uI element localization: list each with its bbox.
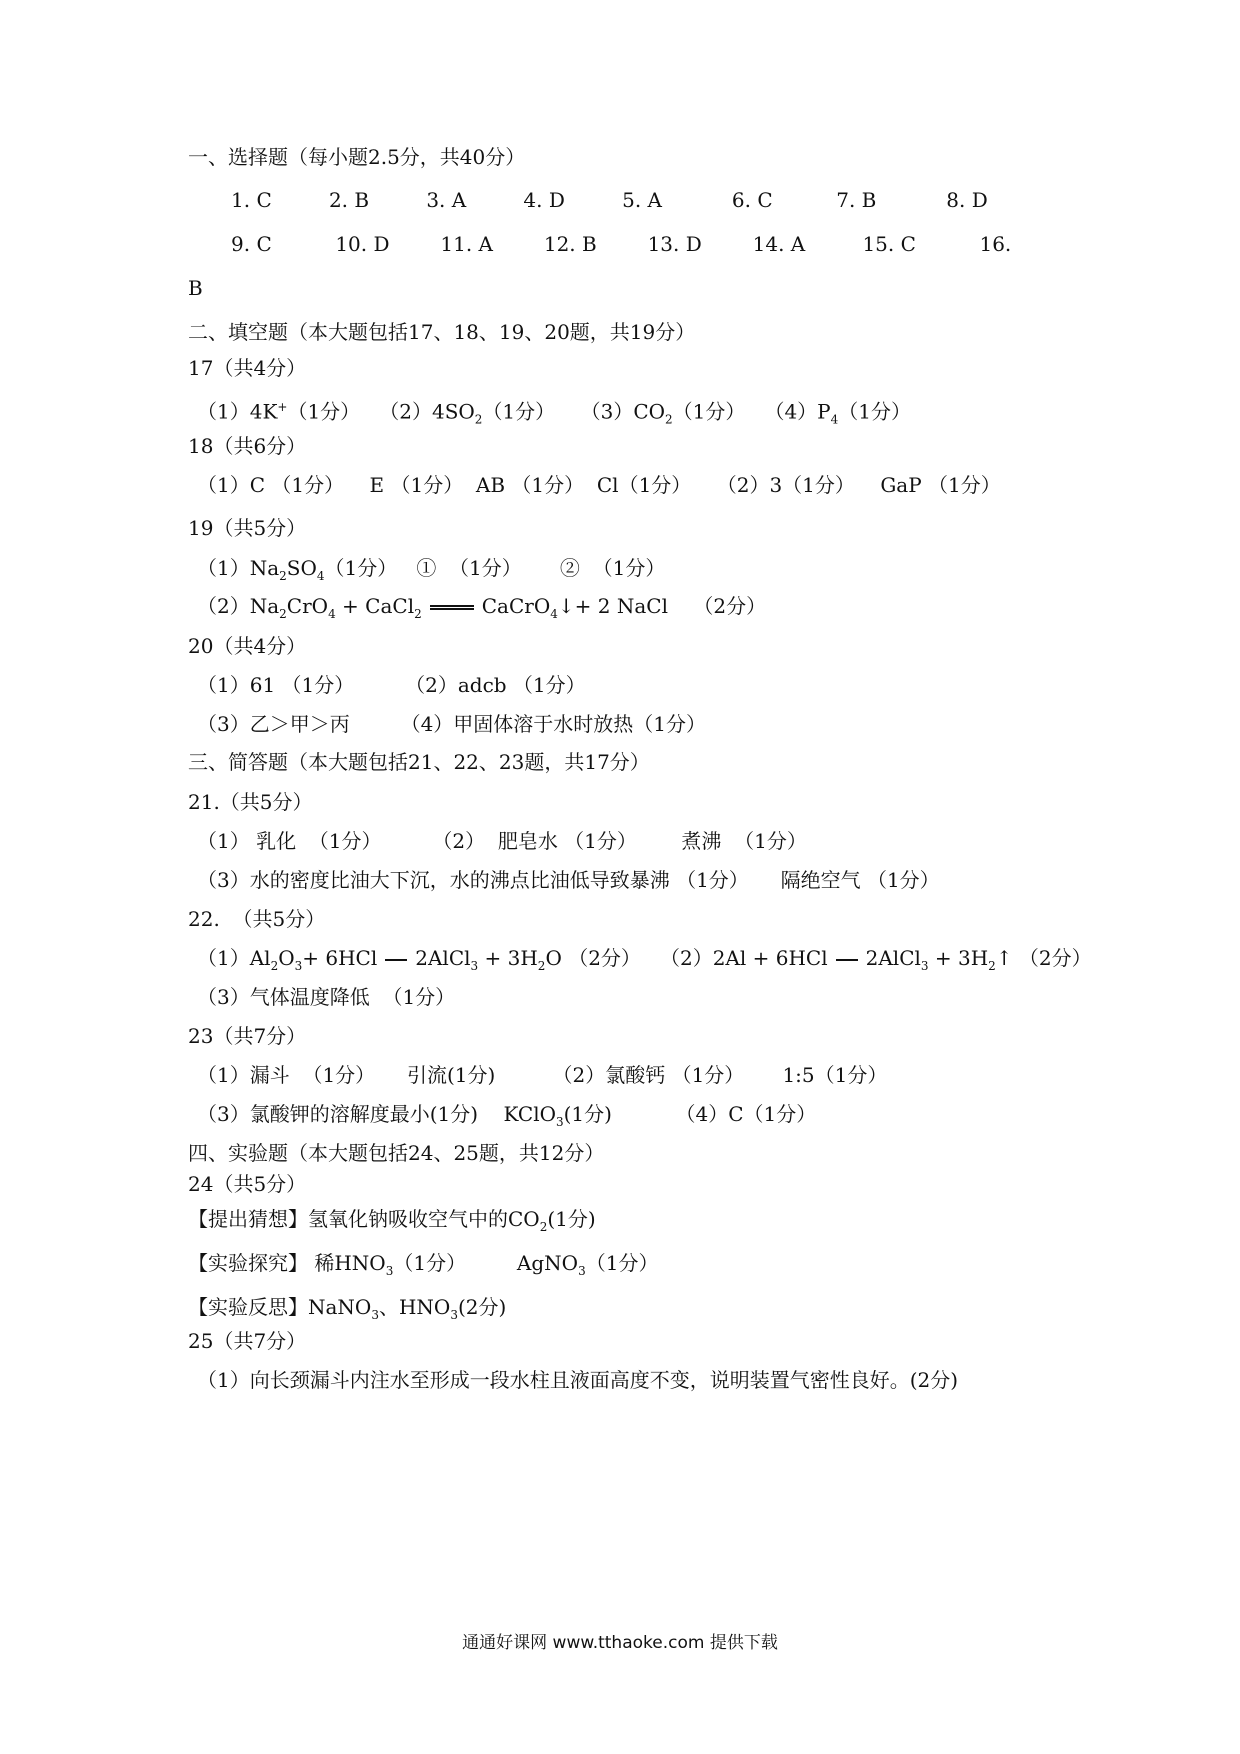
answers-row-2: 9. C 10. D 11. A 12. B 13. D 14. A 15. C 16. (231, 232, 1012, 256)
q23-answer-1: （1）漏斗 （1分） 引流(1分) （2）氯酸钙 （1分） 1:5（1分） (197, 1063, 888, 1087)
q19-answer-1: $(1)Na_2SO_4(1$分） ① （1分） ② （1分） (197, 556, 666, 583)
section-2-title: 二、填空题（本大题包括17、18、19、20题，共19分） (188, 320, 696, 344)
section-1-title: 一、选择题（每小题2.5分，共40分） (188, 145, 526, 169)
q24-exploration: 【实验探究】 稀$HNO_3(1$分） AgNO$_3$（1分） (188, 1251, 659, 1278)
q17-answer: （1）4K+（1分） $(2)4SO_2(1$分） $(3)CO_2(1$分） $(4)P_4(1$分） (197, 399, 912, 427)
q25-heading: 25（共7分） (188, 1329, 307, 1353)
q21-answer-1: （1） 乳化 （1分） （2） 肥皂水 （1分） 煮沸 （1分） (197, 829, 807, 853)
equation-dash (836, 959, 858, 961)
q23-heading: 23（共7分） (188, 1024, 307, 1048)
answers-row-1: 1. C 2. B 3. A 4. D 5. A 6. C 7. B 8. D (231, 188, 988, 212)
q21-heading: 21.（共5分） (188, 790, 313, 814)
equation-dash (385, 959, 407, 961)
q22-answer-2: （3）气体温度降低 （1分） (197, 985, 456, 1009)
q22-answer-1: $(1)Al_2O_3+ 6HCl$ 2AlCl$_3$ + $3H_2O$ （2分） （2）2Al + 6HCl 2AlCl$_3$ + $3H_2↑$ （2分） (197, 946, 1092, 973)
q18-answer: （1）C （1分） E （1分） AB （1分） Cl（1分） （2）3（1分） GaP （1分） (197, 473, 1001, 497)
section-4-title: 四、实验题（本大题包括24、25题，共12分） (188, 1141, 605, 1165)
q21-answer-2: （3）水的密度比油大下沉，水的沸点比油低导致暴沸 （1分） 隔绝空气 （1分） (197, 868, 940, 892)
footer-source: 通通好课网 www.tthaoke.com 提供下载 (462, 1633, 778, 1653)
q20-heading: 20（共4分） (188, 634, 307, 658)
q24-hypothesis: 【提出猜想】氢氧化钠吸收空气中的$CO_2(1$分) (188, 1207, 596, 1234)
q18-heading: 18（共6分） (188, 434, 307, 458)
equation-equals-sign (430, 605, 474, 610)
section-3-title: 三、简答题（本大题包括21、22、23题，共17分） (188, 750, 650, 774)
q24-heading: 24（共5分） (188, 1172, 307, 1196)
q24-reflection: 【实验反思】NaNO$_3$、$HNO_3(2$分) (188, 1295, 507, 1322)
answers-row-2-wrap: B (188, 276, 203, 300)
q23-answer-2: （3）氯酸钾的溶解度最小(1分) KClO$_3$(1分) （4）C（1分） (197, 1102, 817, 1129)
q19-answer-2: $(2)Na_2CrO_4$ + CaCl$_2$ CaCrO$_4$↓+ 2 NaCl （2分） (197, 594, 767, 621)
q22-heading: 22. （共5分） (188, 907, 326, 931)
q20-answer-1: （1）61 （1分） （2）adcb （1分） (197, 673, 586, 697)
q20-answer-2: （3）乙＞甲＞丙 （4）甲固体溶于水时放热（1分） (197, 712, 707, 736)
q17-heading: 17（共4分） (188, 356, 307, 380)
q25-answer-1: （1）向长颈漏斗内注水至形成一段水柱且液面高度不变，说明装置气密性良好。(2分) (197, 1368, 959, 1392)
q19-heading: 19（共5分） (188, 516, 307, 540)
